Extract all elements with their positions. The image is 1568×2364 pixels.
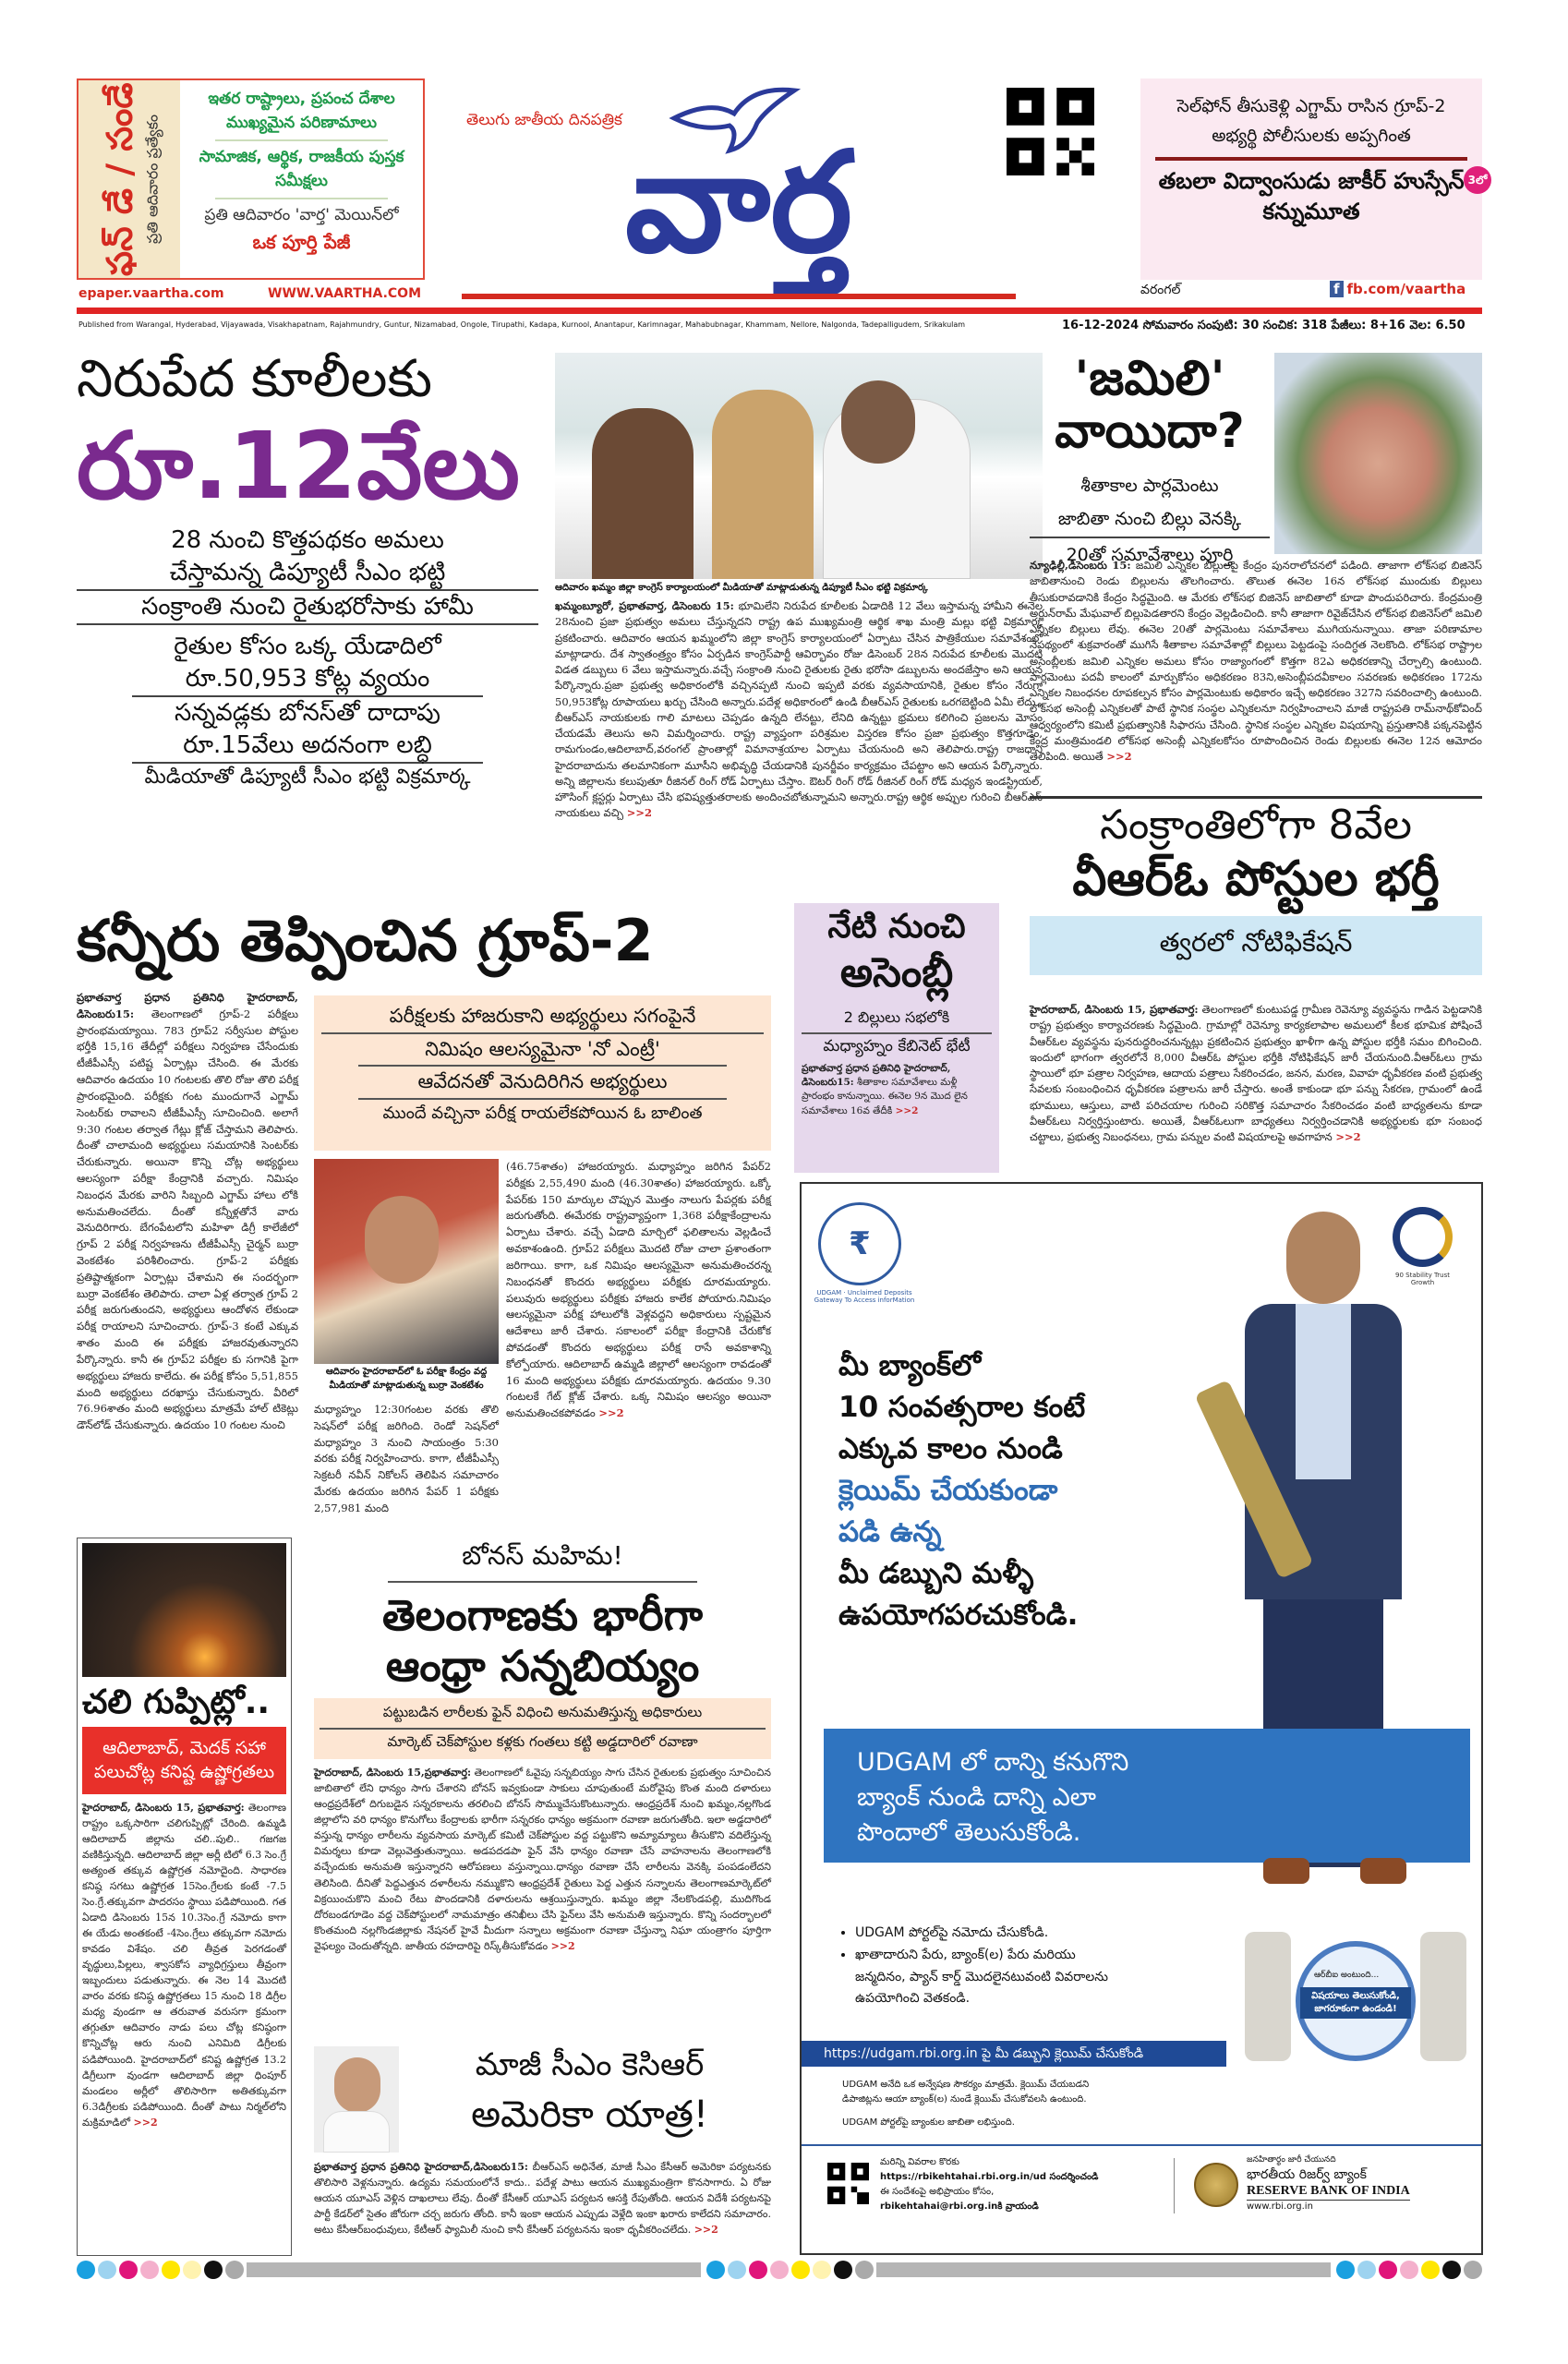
ad-line: ఎక్కువ కాలం నుండి	[838, 1431, 1063, 1465]
assembly-headline[interactable]: నేటి నుంచి	[827, 908, 966, 946]
vro-body	[1030, 1002, 1482, 1145]
promo-vertical-banner	[78, 80, 180, 278]
issuer-label: జనహితార్థం జారీ చేయునది	[1247, 2155, 1336, 2165]
lead-photo-caption: ఆదివారం ఖమ్మం జిల్లా కాంగ్రెస్ కార్యాలయంలో మీడియాతో మాట్లాడుతున్న డిప్యూటీ సీఎం భట్టి విక్రమార్క	[555, 583, 928, 593]
jamili-dateline: న్యూఢిల్లీ,డిసెంబరు 15:	[1030, 559, 1131, 572]
rbi-udgam-advertisement[interactable]	[800, 1182, 1483, 2255]
assembly-dateline: ప్రభాతవార్త ప్రధాన ప్రతినిధి హైదరాబాద్, డిసెంబరు15:	[802, 1062, 951, 1089]
group2-headline[interactable]: కన్నీరు తెప్పించిన గ్రూప్-2	[77, 907, 654, 974]
ad-line: మీ డబ్బుని మళ్ళీ	[838, 1556, 1034, 1590]
rbi-name-telugu: భారతీయ రిజర్వ్ బ్యాంక్	[1247, 2166, 1367, 2182]
lead-subhead: రూ.50,953 కోట్ల వ్యయం	[185, 664, 430, 693]
group2-text: (46.75శాతం) హాజరయ్యారు. మధ్యాహ్నం జరిగిన పేపర్2 పరీక్షకు 2,55,490 మంది (46.30శాతం) హాజరయ్యారు. ఒక్కో పేపర్‌కు 150 మార్కుల చొప్పున మొత్తం నాలుగు పేపర్లకు పరీక్ష జరుగుతోంది. ఈమేరకు రాష్ట్రవ్యాప్తంగా 1,368 పరీక్షాకేంద్రాలను ఏర్పాటు చేశారు. వచ్చే ఏడాది మార్చిలో ఫలితాలను వెల్లడించే అవకాశంఉంది. గ్రూప్2 పరీక్షలు మొదటి రోజు చాలా ప్రశాంతంగా జరిగాయి. కాగా, ఒక నిమిషం ఆలస్యమైనా అనుమతించరన్న నిబంధనతో కొందరు అభ్యర్థులు పరీక్షకు దూరమయ్యారు. పలువురు అభ్యర్థులు పరీక్షకు హాజరు కాలేక పోయారు.నిమిషం ఆలస్యమైనా పరీక్ష హాలులోకి వెళ్లవద్దని అధికారులు స్పష్టమైన ఆదేశాలు జారీ చేశారు. సకాలంలో పరీక్షా కేంద్రానికి చేరుకోక పోవడంతో కొందరు అభ్యర్థులు పరీక్ష రాసే అవకాశాన్ని కోల్పోయారు. ఆదిలాబాద్ ఉమ్మడి జిల్లాలో ఆలస్యంగా రావడంతో 16 మంది అభ్యర్థులు పరీక్షకు దూరమయ్యారు. ఉదయం 9.30 గంటలకే గేట్ క్లోజ్ చేశారు. ఒక్క నిమిషం ఆలస్యం అయినా అనుమతించకపోవడం	[506, 1160, 771, 1420]
rice-text: తెలంగాణలో ఓవైపు సన్నబియ్యం సాగు చేసిన రైతులకు ప్రభుత్వం సూచించిన జాబితాలో లేని ధాన్యం సాగు చేశారని బోనస్ ఇవ్వకుండా సాకులు చూపుతుంటే మరోవైపు కొంత మంది దళారులు ఆంధ్రప్రదేశ్‌లో దిగుబడైన సన్నరకాలను తరలించి బోనస్ సొమ్ముచేసుకొంటున్నారు. ఆంధ్రప్రదేశ్ నుంచి ఖమ్మం,నల్లగొండ జిల్లాలోని వరి ధాన్యం కొనుగోలు కేంద్రాలకు భారీగా సన్నరకం ధాన్యం అక్రమంగా రవాణా జరుగుతోంది. ఇలా అడ్డదారిలో వస్తున్న ధాన్యం లారీలను వ్యవసాయ మార్కెట్ కమిటీ చెక్‌పోస్టుల వద్ద పట్టుకొని అమ్యామ్యాలు తీసుకొని వదిలేస్తున్న విమర్శలు కూడా వెల్లువెత్తుతున్నాయి. అడపదడపా ఫైన్ వేసి ధాన్యం రవాణా చేసే వాహనాలను తెలంగాణలోకి వచ్చేందుకు అనుమతి ఇస్తున్నారని ఆరోపణలు వస్తున్నాయి.ధాన్యం రవాణా చేసే లారీలను వెనక్కి పంపడంలేదని తెలిసింది. దీనితో పెద్దఎత్తున దళారీలను నమ్ముకొని ఆంధ్రప్రదేశ్ రైతులు పెద్ద ఎత్తున సన్నాలను తెలంగాణమార్కెట్‌లో విక్రయించుకొని మంచి రేటు పొందడానికి దళారులను ఆశ్రయిస్తున్నారు. ఖమ్మం జిల్లా నేలకొండపల్లి, ముదిగొండ దోరబండగూడెం వద్ద చెక్‌పోస్టులలో నామమాత్రం తనిఖీలు చేసి ఫైన్‌లు వేసి అనుమతి ఇస్తున్నారు. కొన్ని సందర్భాలలో కొంతమంది నల్లగొండజిల్లాకు నేషనల్ హైవే మీదుగా సన్నాలు అక్రమంగా రవాణా చేస్తున్నా నిఘా యంత్రాగం పూర్తిగా వైఫల్యం చెందుతోన్నది. జాతీయ రహదారిపై రిస్క్‌తీసుకోవడం	[314, 1767, 771, 1952]
continued-marker[interactable]: >>2	[133, 2116, 158, 2129]
kcr-body	[314, 2159, 771, 2237]
rice-dateline: హైదరాబాద్, డిసెంబరు 15,ప్రభాతవార్త:	[314, 1767, 472, 1779]
cold-wave-story	[77, 1538, 292, 2256]
continued-marker[interactable]: >>2	[1106, 750, 1132, 763]
teaser-headline[interactable]: సెల్‌ఫోన్ తీసుకెళ్లి ఎగ్జామ్ రాసిన గ్రూప్-2 అభ్యర్థి పోలీసులకు అప్పగింత	[1176, 96, 1446, 147]
promo-line: సామాజిక, ఆర్థిక, రాజకీయ పుస్తక సమీక్షలు	[199, 148, 404, 190]
teaser-headline[interactable]: తబలా విద్వాంసుడు జాకీర్ హుస్సేన్ కన్నుమూత	[1158, 167, 1465, 225]
lead-subhead: చేస్తామన్న డిప్యూటీ సీఎం భట్టి	[169, 558, 446, 586]
group2-caption	[314, 1365, 499, 1393]
udgam-logo	[818, 1202, 901, 1285]
jamili-text: జమిలి ఎన్నికల బిల్లులపై కేంద్రం పునరాలోచనలో పడింది. తాజాగా లోక్‌సభ బిజినెస్ జాబితానుంచి రెండు బిల్లులను తొలగించారు. తొలుత ఈనెల 16న లోక్‌సభ ముందుకు బిల్లులు తీసుకురావడానికి కేంద్రం సిద్ధమైంది. ఆ మేరకు లోక్‌సభ బిజినెస్ జాబితాలో కూడా పొందుపరిచారు. కేంద్రమంత్రి అర్జున్‌రామ్ మేఘవాల్ బిల్లుపెడతారని కేంద్రం వెల్లడించింది. కానీ తాజాగా రివైజ్‌చేసిన లోక్‌సభ బిజినెస్‌లో జమిలి ఎన్నికల బిల్లులు లేవు. ఈనెల 20తో పార్లమెంటు సమావేశాలు ముగియనున్నాయి. తాజా పరిణామాల నేపథ్యంలో శుక్రవారంతో ముగిసే శీతాకాల సమావేశాల్లో బిల్లులు పెట్టడంపై సందిగ్ధత నెలకొంది. లోక్‌సభ రాష్ట్రాల అసెంబ్లీలకు జమిలి ఎన్నికల అమలు కోసం రాజ్యాంగంలో కొత్తగా 82ఎ అధికరణాన్ని చేర్చాల్సి ఉంటుంది. పార్లమెంటు పదవీ కాలంలో మార్పుకోసం అధికరణం 83ని,అసెంబ్లీపదవీకాలం సవరణకు అధికరణం 172ను ఎన్నికల నిబంధనల రూపకల్పన కోసం పార్లమెంటుకు అధికారం ఇచ్చే అధికరణం 327ని సవరించాల్సి ఉంటుంది. లోక్‌సభ అసెంబ్లీ ఎన్నికలతో పాటే స్థానిక సంస్థల ఎన్నికలనూ నిర్వహించాలని మాజీ రాష్ట్రపతి రామ్‌నాథ్‌కోవింద్ ఆధ్వర్యంలోని కమిటీ ప్రభుత్వానికి సిఫారసు చేసింది. స్థానిక సంస్థల ఎన్నికల విషయాన్ని ప్రస్తుతానికి పక్కనపెట్టిన కేంద్ర మంత్రిమండలి లోక్‌సభ అసెంబ్లీ ఎన్నికలకోసం రూపొందించిన రెండు బిల్లులకు ఈనెల 12న ఆమోదం తెలిపింది. అయితే	[1030, 559, 1483, 763]
group2-col2: మధ్యాహ్నం 12:30గంటల వరకు తొలి సెషన్‌లో పరీక్ష జరిగింది. రెండో సెషన్‌లో మధ్యాహ్నం 3 నుంచి సాయంత్రం 5:30 వరకు పరీక్ష నిర్వహించారు. కాగా, టీజీపీఎస్సీ సెక్రటరీ నవీన్ నికోలస్ తెలిపిన సమాచారం మేరకు ఉదయం జరిగిన పేపర్ 1 పరీక్షకు 2,57,981 మంది	[314, 1403, 499, 1514]
ad-headline	[838, 1345, 1085, 1636]
newspaper-logo: వార్త	[624, 123, 853, 283]
kcr-text: బీఆర్ఎస్ అధినేత, మాజీ సీఎం కేసీఆర్ అమెరికా పర్యటనకు తొలిసారి వెళ్లనున్నారు. ఉద్యమ సమయంలోనే కాదు.. పదేళ్ల పాటు ఆయన ముఖ్యమంత్రిగా కొనసాగారు. ఏ రోజు ఆయన యూఎస్ వెళ్లిన దాఖలాలు లేవు. దీంతో కేసీఆర్ యూఎస్ పర్యటన ఆసక్తి రేపుతోంది. ఆయన విదేశీ పర్యటనపై పార్టీ కేడర్‌లో సైతం జోరుగా చర్చ జరుగు తోంది. కానీ ఇంకా ఆయన ఎప్పుడు వెళ్లేది ఇంకా ఖరారు కాలేదని సమాచారం. అటు కేసీఆర్‌బంధువులు, కేటీఆర్ ఫ్యామిలీ నుంచి కానీ కేసీఆర్ పర్యటనను ఇంకా ధృవీకరించలేదు.	[314, 2161, 771, 2237]
lead-story	[77, 351, 538, 791]
caption-text: ఆదివారం హైదరాబాద్‌లో ఓ పరీక్షా కేంద్రం వద్ద మీడియాతో మాట్లాడుతున్న బుర్రా వెంకటేశం	[325, 1367, 488, 1391]
vro-story	[1030, 803, 1482, 975]
assembly-subhead: మధ్యాహ్నం కేబినెట్ భేటీ	[823, 1036, 971, 1055]
group2-dateline: ప్రభాతవార్త ప్రధాన ప్రతినిధి హైదరాబాద్, డిసెంబరు15:	[77, 991, 298, 1020]
logo-underline	[462, 294, 1016, 299]
jamili-subhead: జాబితా నుంచి బిల్లు వెనక్కి	[1030, 502, 1270, 537]
jamili-body	[1030, 558, 1482, 765]
rbi-seal-icon	[1194, 2163, 1238, 2207]
rbi-90-text: 90 Stability Trust Growth	[1395, 1272, 1450, 1286]
group2-subhead: నిమిషం ఆలస్యమైనా 'నో ఎంట్రీ'	[358, 1034, 727, 1067]
continued-marker[interactable]: >>2	[1335, 1130, 1361, 1143]
kcr-dateline: ప్రభాతవార్త ప్రధాన ప్రతినిధి హైదరాబాద్,డిసెంబరు15:	[314, 2161, 528, 2173]
qr-code-icon[interactable]	[1007, 88, 1094, 175]
website-link[interactable]: WWW.VAARTHA.COM	[268, 286, 421, 301]
page-badge: 3లో	[1464, 166, 1491, 194]
ad-qr-code-icon[interactable]	[827, 2163, 869, 2204]
parliament-photo	[1274, 353, 1482, 554]
ad-line: పడి ఉన్న	[838, 1514, 942, 1549]
sunday-promo-box	[77, 78, 425, 280]
bonfire-photo	[82, 1543, 286, 1677]
facebook-icon: f	[1330, 281, 1344, 297]
rice-story	[314, 1540, 771, 1954]
continued-marker[interactable]: >>2	[626, 806, 653, 820]
vro-subhead: త్వరలో నోటిఫికేషన్	[1030, 916, 1482, 975]
lead-subhead: మీడియాతో డిప్యూటీ సీఎం భట్టి విక్రమార్క	[144, 766, 471, 790]
promo-title: ఫన్ డే / సండే	[99, 82, 140, 276]
kcr-headline[interactable]: అమెరికా యాత్ర!	[471, 2093, 708, 2136]
lead-dateline: ఖమ్మంబ్యూరో, ప్రభాతవార్త, డిసెంబరు 15:	[555, 599, 734, 612]
rbi-name-english: RESERVE BANK OF INDIA	[1247, 2183, 1410, 2201]
ad-note: UDGAM అనేది ఒక అన్వేషణ సౌకర్యం మాత్రమే. క్లెయిమ్ చేయబడని డిపాజిట్లను ఆయా బ్యాంక్(ల) నుండే క్లెయిమ్ చేసుకోవలసి ఉంటుంది.	[842, 2080, 1090, 2105]
lead-kicker[interactable]: నిరుపేద కూలీలకు	[77, 349, 433, 409]
jamili-story	[1030, 353, 1270, 572]
ad-shoes	[1263, 1858, 1411, 1886]
assembly-text: శీతాకాల సమావేశాలు మళ్లీ ప్రారంభం కానున్నాయి. ఈనెల 9న మొద లైన సమావేశాలు 16వ తేదీకి	[802, 1077, 968, 1116]
rice-subhead: మార్కెట్ చెక్‌పోస్టుల కళ్లకు గంతలు కట్టి అడ్డదారిలో రవాణా	[387, 1733, 698, 1751]
rice-kicker: బోనస్ మహిమ!	[388, 1540, 697, 1583]
promo-line: ఒక పూర్తి పేజీ	[252, 230, 351, 253]
cold-headline[interactable]: చలి గుప్పిట్లో..	[82, 1683, 271, 1721]
ad-blue-box	[824, 1729, 1470, 1863]
facebook-link[interactable]	[1330, 281, 1465, 297]
facebook-url: fb.com/vaartha	[1346, 281, 1466, 297]
lead-photo	[555, 353, 1043, 579]
edition-name: వరంగల్	[1140, 283, 1181, 297]
ad-blue-line: UDGAM లో దాన్ని కనుగొని	[857, 1748, 1129, 1777]
issue-dateline: 16-12-2024 సోమవారం సంపుటి: 30 సంచిక: 318 పేజీలు: 8+16 వెల: 6.50	[1062, 319, 1465, 332]
mascot-graphic	[1245, 1923, 1466, 2070]
masthead-red-rule	[77, 308, 1482, 314]
promo-line: ఇతర రాష్ట్రాలు, ప్రపంచ దేశాల ముఖ్యమైన పరిణామాలు	[208, 90, 395, 132]
group2-text: తెలంగాణలో గ్రూప్-2 పరీక్షలు ప్రారంభమయ్యాయి. 783 గ్రూప్2 సర్వీసుల పోస్టుల భర్తీకి 15,16 తేదీల్లో పరీక్షలు నిర్వహణ చేసేందుకు టీజీపీఎస్సీ పటిష్ట ఏర్పాట్లు చేసింది. ఈ మేరకు ఆదివారం ఉదయం 10 గంటలకు తొలి రోజు తొలి పరీక్ష ప్రారంభమైంది. పరీక్షకు గంట ముందుగానే ఎగ్జామ్ సెంటర్‌కు రావాలని టీజీపీఎస్సీ సూచించింది. అలాగే 9:30 గంటల తర్వాత గేట్లు క్లోజ్ చేస్తామని తెలిపారు. దీంతో చాలామంది అభ్యర్థులు సమయానికి సెంటర్‌కు చేరుకున్నారు. అయినా కొన్ని చోట్ల అభ్యర్థులు ఆలస్యంగా పరీక్షా కేంద్రానికి వచ్చారు. నిమిషం నిబంధన మేరకు వారిని సిబ్బంది ఎగ్జామ్ హాలు లోకి అనుమతించలేదు. దీంతో కన్నీళ్లతోనే వారు వెనుదిరిగారు. బేగంపేటలోని మహిళా డిగ్రీ కాలేజీలో గ్రూప్ 2 పరీక్ష నిర్వహణను టీజీపీఎస్సీ చైర్మన్ బుర్రా వెంకటేశం పరిశీలించారు. గ్రూప్-2 పరీక్షకు ప్రతిష్టాత్మకంగా ఏర్పాట్లు చేశామని ఈ సందర్భంగా బుర్రా వెంకటేశం తెలిపారు. చాలా ఏళ్ల తర్వాత గ్రూప్ 2 పరీక్ష జరుగుతుందని, అభ్యర్థులు ఆందోళన లేకుండా పరీక్ష రాయాలని సూచించారు. గ్రూప్-3 కంటే ఎక్కువ శాతం మంది ఈ పరీక్షకు హాజరవుతున్నారని పేర్కొన్నారు. కానీ ఈ గ్రూప్2 పరీక్షల కు సగానికి పైగా అభ్యర్థులు హాజరు కాలేదు. ఈ పరీక్ష కోసం 5,51,855 మంది అభ్యర్థులు దరఖాస్తు చేసుకున్నారు. వీరిలో 76.96శాతం మంది అభ్యర్థులు మాత్రమే హాల్ టికెట్లు డౌన్‌లోడ్ చేసుకున్నారు. ఉదయం 10 గంటల నుంచి	[77, 1007, 298, 1432]
rice-headline[interactable]: తెలంగాణకు భారీగా	[382, 1590, 703, 1640]
ad-blue-line: పొందాలో తెలుసుకోండి.	[857, 1817, 1081, 1847]
vro-headline[interactable]: వీఆర్‌ఓ పోస్టుల భర్తీ	[1072, 851, 1440, 908]
lead-subhead: సంక్రాంతి నుంచి రైతుభరోసాకు హామీ	[141, 592, 474, 621]
jamili-headline[interactable]: వాయిదా?	[1055, 404, 1245, 460]
rbi-signature	[1247, 2155, 1410, 2213]
ad-line: మీ బ్యాంక్‌లో	[838, 1349, 982, 1382]
kcr-headline[interactable]: మాజీ సీఎం కెసిఆర్	[475, 2046, 705, 2083]
mascot-caption: ఆర్‌బీఐ అంటుంది...	[1314, 1971, 1380, 1980]
group2-col1	[77, 990, 298, 1434]
ad-bullet: • ఖాతాదారుని పేరు, బ్యాంక్(ల) పేరు మరియు జన్మదినం, ప్యాన్ కార్డ్ మొదలైనటువంటి వివరాలను ఉపయోగించి వెతకండి.	[855, 1945, 1110, 2010]
group2-subhead: పరీక్షలకు హాజరుకాని అభ్యర్థులు సగంపైనే	[321, 1001, 764, 1034]
promo-subtitle: ప్రతి ఆదివారం ప్రత్యేకం	[143, 114, 162, 245]
rice-headline[interactable]: ఆంధ్రా సన్నబియ్యం	[385, 1640, 700, 1691]
ad-line: క్లెయిమ్ చేయకుండా	[838, 1473, 1058, 1507]
group2-subhead-box	[314, 995, 771, 1151]
teaser-box	[1140, 78, 1482, 280]
group2-photo	[314, 1159, 499, 1364]
contact-line: ఈ సందేశంపై అభిప్రాయం కోసం,	[880, 2187, 995, 2197]
lead-subhead: 28 నుంచి కొత్తపథకం అమలు	[171, 525, 444, 554]
cold-dateline: హైదరాబాద్, డిసెంబరు 15, ప్రభాతవార్త:	[82, 1801, 245, 1814]
vro-dateline: హైదరాబాద్, డిసెంబరు 15, ప్రభాతవార్త:	[1030, 1003, 1199, 1016]
group2-col3	[506, 1159, 771, 1422]
assembly-subhead: 2 బిల్లులు సభలోకి	[802, 1008, 992, 1034]
assembly-box	[794, 903, 999, 1173]
assembly-headline[interactable]: అసెంబ్లీ	[839, 948, 954, 996]
ad-note: UDGAM పోర్టల్‌పై బ్యాంకుల జాబితా లభిస్తుంది.	[842, 2117, 1015, 2128]
rbi-url[interactable]: www.rbi.org.in	[1247, 2201, 1313, 2213]
udgam-url-link[interactable]: https://udgam.rbi.org.in పై మీ డబ్బుని క్లెయిమ్ చేసుకోండి	[802, 2041, 1226, 2067]
cold-text: తెలంగాణ రాష్ట్రం ఒక్కసారిగా చలిగుప్పిట్లో చేరింది. ఉమ్మడి ఆదిలాబాద్ జిల్లాను చలి..పులి.. గజగజ వణికిస్తున్నది. ఆదిలాబాద్ జిల్లా అర్లీ టిలో 6.3 సెం.గ్రే అత్యంత తక్కువ ఉష్ణోగ్రత నమోదైంది. సాధారణ కనిష్ఠ సగటు ఉష్ణోగ్రత 15సెం.గ్రేలకు కంటే -7.5 సెం.గ్రే.తక్కువగా పాదరసం స్థాయి పడిపోయింది. గత ఏడాది డిసెంబరు 15న 10.3సెం.గ్రే నమోదు కాగా ఈ యేడు అంతకంటే -4సెం.గ్రేలు తక్కువగా నమోదు కావడం విశేషం. చలి తీవ్రత పెరగడంతో వృద్ధులు,పిల్లలు, శ్వాసకోస వ్యాధిగ్రస్తులు తీవ్రంగా ఇబ్బందులు పడుతున్నారు. ఈ నెల 14 మొదటి వారం వరకు కనిష్ఠ ఉష్ణోగ్రతలు 15 నుంచి 18 డిగ్రీల మధ్య వుండగా ఆ తరువాత వరుసగా క్రమంగా తగ్గుతూ ఆదివారం నాడు పలు చోట్ల కనిష్ఠంగా కొన్నిచోట్ల ఆరు నుంచి ఎనిమిది డిగ్రీలకు పడిపోయింది. హైదరాబాద్‌లో కనిష్ట ఉష్ణోగ్రత 13.2 డిగ్రీలుగా వుండగా ఆదిలాబాద్ జిల్లా ధింపూర్ మండలం అర్లీలో తొలిసారిగా అతితక్కువగా 6.3డిగ్రీలకు పడిపోయింది. దీంతో పాటు నిర్మల్‌లోని మక్రిమాడిలో	[82, 1801, 287, 2129]
jamili-subhead: శీతాకాల పార్లమెంటు	[1080, 476, 1219, 497]
lead-subhead: రూ.15వేలు అదనంగా లబ్ధి	[183, 731, 432, 760]
contact-email[interactable]: rbikehtahai@rbi.org.inకి వ్రాయండి	[880, 2201, 1039, 2212]
published-from: Published from Warangal, Hyderabad, Vijayawada, Visakhapatnam, Rajahmundry, Guntur, Nizamabad, Ongole, Tirupathi, Kadapa, Kurnool, Anantapur, Karimnagar, Mahabubnagar, Khammam, Nellore, Nalgonda, Tadepalligudem, Srikakulam	[78, 320, 966, 329]
tagline: తెలుగు జాతీయ దినపత్రిక	[466, 111, 622, 129]
rupee-icon: ₹	[849, 1225, 871, 1262]
epaper-link[interactable]: epaper.vaartha.com	[78, 286, 224, 301]
ad-line: 10 సంవత్సరాల కంటే	[838, 1390, 1086, 1424]
lead-headline[interactable]: రూ.12వేలు	[77, 411, 520, 520]
ad-line: ఉపయోగపరచుకోండి.	[838, 1598, 1079, 1632]
group2-subhead: ముందే వచ్చినా పరీక్ష రాయలేకపోయిన ఓ బాలింత	[382, 1103, 703, 1123]
jamili-headline[interactable]: 'జమిలి'	[1074, 351, 1225, 406]
color-registration-bar	[77, 2260, 1485, 2280]
jamili-subhead: 20తో సమావేశాలు పూర్తి	[1066, 544, 1234, 565]
lead-body	[555, 598, 1043, 822]
rice-subhead: పట్టుబడిన లారీలకు ఫైన్ విధించి అనుమతిస్తున్న అధికారులు	[320, 1704, 766, 1730]
udgam-logo-text: UDGAM · Unclaimed Deposits Gateway To Access inforMation	[814, 1289, 915, 1304]
ad-blue-line: బ్యాంక్ నుండి దాన్ని ఎలా	[857, 1782, 1097, 1812]
promo-line: ప్రతి ఆదివారం 'వార్త' మెయిన్‌లో	[204, 206, 399, 224]
vro-text: తెలంగాణలో కుంటుపడ్డ గ్రామీణ రెవెన్యూ వ్యవస్థను గాడిన పెట్టడానికి రాష్ట్ర ప్రభుత్వం కార్యాచరణకు సిద్ధమైంది. గ్రామాల్లో రెవెన్యూ కార్యకలాపాల అమలులో కీలక భూమిక పోషించే వీఆర్‌ఓల వ్యవస్థను పునరుద్ధరించనున్నట్లు ప్రకటించిన ప్రభుత్వం ఖాళీగా ఉన్న పోస్టుల భర్తీకి సమం బిగించింది. ఇందులో భాగంగా త్వరలోనే 8,000 వీఆర్‌ఓ పోస్టుల భర్తీకి నోటిఫికేషన్ జారీ చేయనుంది.వీఆర్‌ఓలు గ్రామ స్థాయిలో భూ పత్రాల నిర్వహణ, ఆదాయ పత్రాలు సేకరించడం, జనన, మరణ, వివాహ ధృవీకరణ వంటి ప్రభుత్వ సేవలకు సంబంధించిన ధృవీకరణ పత్రాలను జారీ చేస్తారు. అంతే కాకుండా భూ పన్ను సేకరణ, గ్రామంలో ఉండే భూములు, ఆస్తులు, వాటి పరిచయాల గురించి సరికొత్త సమాచారం సేకరించడం వంటి బాధ్యతలను కూడా వీఆర్‌ఓలు నిర్వర్తిస్తుంటారు. అయితే, వీఆర్‌ఓలుగా బాధ్యతలు నిర్వర్తించడానికి అభ్యర్థులకు భూ సంబంధ చట్టాలు, ప్రభుత్వ నిబంధనలు, గ్రామ పన్నుల వంటి విషయాలపై అవగాహన	[1030, 1003, 1483, 1143]
vro-headline[interactable]: సంక్రాంతిలోగా 8వేల	[1100, 802, 1412, 849]
ad-contact	[880, 2155, 1098, 2214]
cold-subhead: ఆదిలాబాద్, మెదక్ సహా పలుచోట్ల కనిష్ట ఉష్ణోగ్రతలు	[82, 1727, 286, 1794]
continued-marker[interactable]: >>2	[598, 1406, 624, 1420]
continued-marker[interactable]: >>2	[694, 2224, 718, 2237]
lead-subhead: సన్నవడ్లకు బోనస్‌తో దాదాపు	[175, 699, 440, 728]
ad-bullet: • UDGAM పోర్టల్‌పై నమోదు చేసుకోండి.	[855, 1923, 1110, 1945]
kcr-photo	[314, 2046, 399, 2153]
continued-marker[interactable]: >>2	[895, 1104, 919, 1116]
divider	[1030, 796, 1482, 799]
continued-marker[interactable]: >>2	[550, 1939, 575, 1952]
lead-subhead: రైతుల కోసం ఒక్క యేడాదిలో	[174, 632, 441, 660]
ad-bullets	[842, 1923, 1110, 2010]
contact-url[interactable]: https://rbikehtahai.rbi.org.in/ud సందర్శించండి	[880, 2172, 1099, 2182]
contact-line: మరిన్ని వివరాల కొరకు	[880, 2157, 959, 2167]
group2-subhead: ఆవేదనతో వెనుదిరిగిన అభ్యర్థులు	[358, 1067, 727, 1100]
lead-text: భూమిలేని నిరుపేద కూలీలకు ఏడాదికి 12 వేలు ఇస్తామన్న హామీని ఈనెల 28నుంచి ప్రజా ప్రభుత్వం అమలు చేస్తున్నదని రాష్ట్ర ఉప ముఖ్యమంత్రి ఆర్థిక శాఖ మంత్రి మల్లు భట్టి విక్రమార్క ప్రకటించారు. ఆదివారం ఆయన ఖమ్మంలోని జిల్లా కాంగ్రెస్ కార్యాలయంలో ఏర్పాటు చేసిన పాత్రికేయుల సమావేశంలో మాట్లాడారు. దేశ స్వాతంత్ర్యం కోసం ఏర్పడిన కాంగ్రెస్‌పార్టీ ఆవిర్భావం రోజు డిసెంబర్ 28న నిరుపేద కూలీలకు మొదటి విడత డబ్బులు 6 వేలు ఇస్తామన్నారు.వచ్చే సంక్రాంతి నుంచి రైతులకు రైతు భరోసా డబ్బులను అందజేస్తాం అని ఆయన పేర్కొన్నారు.ప్రజా ప్రభుత్వ అధికారంలోకి వచ్చినప్పటి నుంచి ఇప్పటి వరకు వ్యవసాయానికి, రైతుల కోసం నేరుగా 50,953కోట్ల రూపాయలు ఖర్చు చేసింది అన్నారు.పదేళ్ల అధికారంలో ఉండి బీఆర్ఎస్ రైతులకు ఒరగబెట్టింది ఏమీ లేదు , బీఆర్ఎస్ నాయకులకు గాలి మాటలు చెప్పడం ఉన్నది లేనట్టు, లేనిది ఉన్నట్టు భ్రమలు కలిగించి ప్రజలను మోసం చేయడమే తెలుసు అని విమర్శించారు. రాష్ట్ర వ్యాప్తంగా పరిశ్రమల విస్తరణ కోసం ప్రజా ప్రభుత్వం కొత్తగూడెం, రామగుండం,ఆదిలాబాద్,వరంగల్ ప్రాంతాల్లో విమానాశ్రయాల ఏర్పాటు చేయనుంది అని తెలిపారు.రాష్ట్ర రాజధాని హైదరాబాదును తలమానికంగా మూసీని అభివృద్ధి చేయడానికి పునర్జీవం కార్యక్రమం చేపట్టాం అని ఆయన పేర్కొన్నారు. అన్ని జిల్లాలను కలుపుతూ రీజినల్ రింగ్ రోడ్ ఏర్పాటు చేస్తాం. ఔటర్ రింగ్ రోడ్ రీజినల్ రింగ్ రోడ్ మధ్యన ఇండస్ట్రియల్, హౌసింగ్ క్లస్టర్లు ఏర్పాటు చేసి భవిష్యత్తుతరాలకు అందించబోతున్నామని అన్నారు.రాష్ట్ర ఆర్థిక అప్పుల గురించి బీఆర్ఎస్ నాయకులు వచ్చి	[555, 599, 1043, 820]
mascot-banner: విషయాలు తెలుసుకోండి, జాగరూకంగా ఉండండి!	[1300, 1987, 1411, 2019]
